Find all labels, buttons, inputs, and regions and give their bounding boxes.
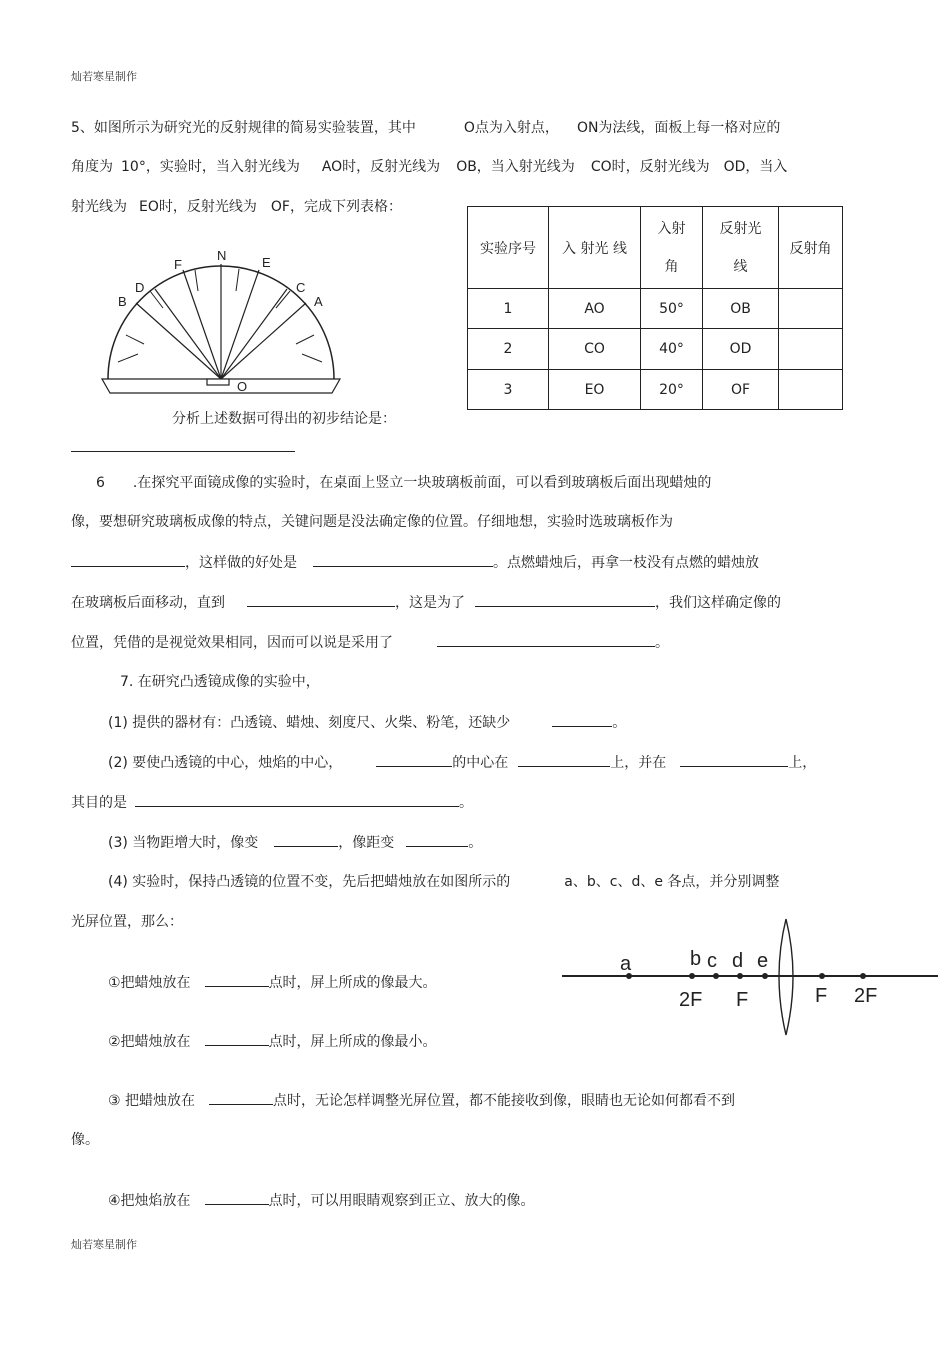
q5-line1-a: 5、如图所示为研究光的反射规律的简易实验装置，其中 <box>71 120 416 136</box>
q7-sub3-cont: 像。 <box>71 1132 99 1148</box>
q5-line2-f: CO时，反射光线为 <box>590 159 710 175</box>
q6-blank-until[interactable] <box>247 593 395 607</box>
label-d: D <box>135 280 145 295</box>
header-reflection-angle: 反射角 <box>779 207 843 289</box>
q7-part4-cont: 光屏位置，那么： <box>71 914 183 930</box>
q7-sub3 <box>108 1091 735 1110</box>
q5-line2-c: ，实验时，当入射光线为 <box>145 159 300 175</box>
light-rays <box>136 264 306 379</box>
table-header-row <box>468 207 843 289</box>
q7-s3-a: ③ 把蜡烛放在 <box>108 1093 196 1109</box>
label-o: O <box>237 379 248 394</box>
q7-p2-d: 上， <box>788 755 817 771</box>
label-2f-right: 2F <box>854 985 878 1007</box>
q7-p3-a: (3) 当物距增大时，像变 <box>108 835 259 851</box>
q7-sub1 <box>108 973 437 992</box>
q5-line1-c: ON为法线，面板上每一格对应的 <box>576 120 781 136</box>
q6-line5-b: 。 <box>655 635 669 651</box>
q7-p2-b: 的中心在 <box>452 755 509 771</box>
table-row <box>468 329 843 370</box>
q6-line1 <box>96 474 711 492</box>
header-incident-angle: 入射 角 <box>641 207 703 289</box>
cell-incident-angle: 40° <box>641 329 703 370</box>
q7-part2 <box>108 753 816 772</box>
q7-s1-b: 点时，屏上所成的像最大。 <box>268 975 437 991</box>
q7-p2-a: (2) 要使凸透镜的中心，烛焰的中心， <box>108 755 343 771</box>
q7-sub4 <box>108 1191 535 1210</box>
q7-s3-b: 点时，无论怎样调整光屏位置，都不能接收到像，眼睛也无论如何都看不到 <box>273 1093 736 1109</box>
q5-line2-g: OD，当入 <box>723 159 788 175</box>
cell-incident-angle: 50° <box>641 289 703 329</box>
q6-blank-material[interactable] <box>71 553 185 567</box>
q7-blank-purpose[interactable] <box>135 793 459 807</box>
q6-number: 6 <box>96 475 105 491</box>
footer-text: 灿若寒星制作 <box>71 1238 137 1251</box>
q6-line5-a: 位置，凭借的是视觉效果相同，因而可以说是采用了 <box>71 635 393 651</box>
point-c <box>713 973 719 979</box>
label-c: c <box>707 950 717 972</box>
point-f-right <box>819 973 825 979</box>
cell-reflection-angle[interactable] <box>779 329 843 370</box>
q7-part4 <box>108 873 779 891</box>
point-d-f <box>737 973 743 979</box>
q6-line4-a: 在玻璃板后面移动，直到 <box>71 595 225 611</box>
header-trial: 实验序号 <box>468 207 549 289</box>
q7-blank-missing[interactable] <box>552 713 612 727</box>
q7-blank-screen[interactable] <box>376 753 452 767</box>
q6-line1-text: .在探究平面镜成像的实验时，在桌面上竖立一块玻璃板前面，可以看到玻璃板后面出现蜡烛的 <box>132 475 712 491</box>
q6-line4 <box>71 593 781 612</box>
q5-line2-a: 角度为 <box>71 159 113 175</box>
label-e: e <box>757 950 769 972</box>
cell-incident-ray: CO <box>549 329 641 370</box>
cell-incident-angle: 20° <box>641 370 703 410</box>
q7-p3-b: ，像距变 <box>338 835 395 851</box>
q6-line4-c: ，我们这样确定像的 <box>655 595 781 611</box>
cell-trial: 3 <box>468 370 549 410</box>
cell-reflection-angle[interactable] <box>779 289 843 329</box>
q7-p2-c: 上，并在 <box>610 755 667 771</box>
q7-blank-height[interactable] <box>518 753 610 767</box>
q6-line3 <box>71 553 759 572</box>
q7-p2-f: 。 <box>459 795 473 811</box>
header-text: 灿若寒星制作 <box>71 70 137 83</box>
label-a: A <box>314 294 323 309</box>
q7-blank-where[interactable] <box>680 753 788 767</box>
lens-diagram <box>560 915 940 1045</box>
q7-sub2 <box>108 1032 437 1051</box>
point-b-2f <box>689 973 695 979</box>
cell-reflection-angle[interactable] <box>779 370 843 410</box>
q7-blank-s1[interactable] <box>205 973 269 987</box>
q7-title: 7. 在研究凸透镜成像的实验中， <box>120 674 320 690</box>
q7-s4-a: ④把烛焰放在 <box>108 1193 191 1209</box>
q6-line2: 像，要想研究玻璃板成像的特点，关键问题是没法确定像的位置。仔细地想，实验时选玻璃板作为 <box>71 514 673 530</box>
q5-line2-b: 10° <box>121 159 146 175</box>
q7-s1-a: ①把蜡烛放在 <box>108 975 191 991</box>
cell-reflected-ray: OD <box>703 329 779 370</box>
q7-part2-purpose <box>71 793 473 812</box>
q7-p3-c: 。 <box>468 835 483 851</box>
label-b: b <box>690 948 702 970</box>
q6-blank-purpose[interactable] <box>475 593 655 607</box>
q7-blank-image-distance[interactable] <box>406 833 468 847</box>
cell-incident-ray: EO <box>549 370 641 410</box>
cell-trial: 2 <box>468 329 549 370</box>
ray-co <box>221 289 287 379</box>
header-incident-ray: 入 射光 线 <box>549 207 641 289</box>
reflection-diagram <box>100 245 340 395</box>
point-2f-right <box>860 973 866 979</box>
q6-line3-a: ，这样做的好处是 <box>185 555 297 571</box>
q7-blank-s3[interactable] <box>209 1091 273 1105</box>
q7-blank-s2[interactable] <box>205 1032 269 1046</box>
q7-p1-a: (1) 提供的器材有：凸透镜、蜡烛、刻度尺、火柴、粉笔，还缺少 <box>108 715 511 731</box>
point-e <box>762 973 768 979</box>
q6-line4-b: ，这是为了 <box>395 595 465 611</box>
q6-line3-b: 。点燃蜡烛后，再拿一枝没有点燃的蜡烛放 <box>493 555 759 571</box>
q7-p4-b: a、b、c、d、e 各点，并分别调整 <box>564 874 780 890</box>
header-reflected-ray: 反射光 线 <box>703 207 779 289</box>
ray-od <box>155 289 221 379</box>
q7-p1-b: 。 <box>612 715 627 731</box>
q5-line1 <box>71 119 780 137</box>
label-d: d <box>732 950 744 972</box>
label-b: B <box>118 294 127 309</box>
label-2f-left: 2F <box>679 989 703 1011</box>
q7-s4-b: 点时，可以用眼睛观察到正立、放大的像。 <box>268 1193 535 1209</box>
q5-conclusion-blank[interactable] <box>71 451 295 452</box>
label-n: N <box>217 248 227 263</box>
label-f-right: F <box>815 985 828 1007</box>
q7-part3 <box>108 833 482 852</box>
q7-s2-b: 点时，屏上所成的像最小。 <box>268 1034 437 1050</box>
q5-conclusion: 分析上述数据可得出的初步结论是： <box>172 411 396 427</box>
q5-line2-d: AO时，反射光线为 <box>321 159 441 175</box>
cell-reflected-ray: OF <box>703 370 779 410</box>
reflection-data-table <box>467 206 843 410</box>
table-row <box>468 289 843 329</box>
label-a: a <box>620 953 632 975</box>
q5-line3-b: EO时，反射光线为 <box>139 199 257 215</box>
q7-blank-s4[interactable] <box>205 1191 269 1205</box>
q5-line3-c: OF，完成下列表格： <box>270 199 402 215</box>
q7-blank-image-size[interactable] <box>274 833 338 847</box>
label-f: F <box>174 257 182 272</box>
q5-line3-a: 射光线为 <box>71 199 127 215</box>
label-f-left: F <box>736 989 749 1011</box>
q7-p2-e: 其目的是 <box>71 795 127 811</box>
mirror-block <box>207 379 229 385</box>
cell-incident-ray: AO <box>549 289 641 329</box>
q7-p4-a: (4) 实验时，保持凸透镜的位置不变，先后把蜡烛放在如图所示的 <box>108 874 511 890</box>
q7-s2-a: ②把蜡烛放在 <box>108 1034 191 1050</box>
q6-line5 <box>71 633 669 652</box>
q6-blank-method[interactable] <box>437 633 655 647</box>
label-c: C <box>296 280 306 295</box>
table-row <box>468 370 843 410</box>
cell-reflected-ray: OB <box>703 289 779 329</box>
q5-line2 <box>71 158 787 176</box>
cell-trial: 1 <box>468 289 549 329</box>
q7-part1 <box>108 713 626 732</box>
q6-blank-benefit[interactable] <box>313 553 493 567</box>
q5-line1-b: O点为入射点， <box>463 120 559 136</box>
q5-line3 <box>71 198 402 216</box>
label-e: E <box>262 255 271 270</box>
q5-line2-e: OB，当入射光线为 <box>456 159 575 175</box>
